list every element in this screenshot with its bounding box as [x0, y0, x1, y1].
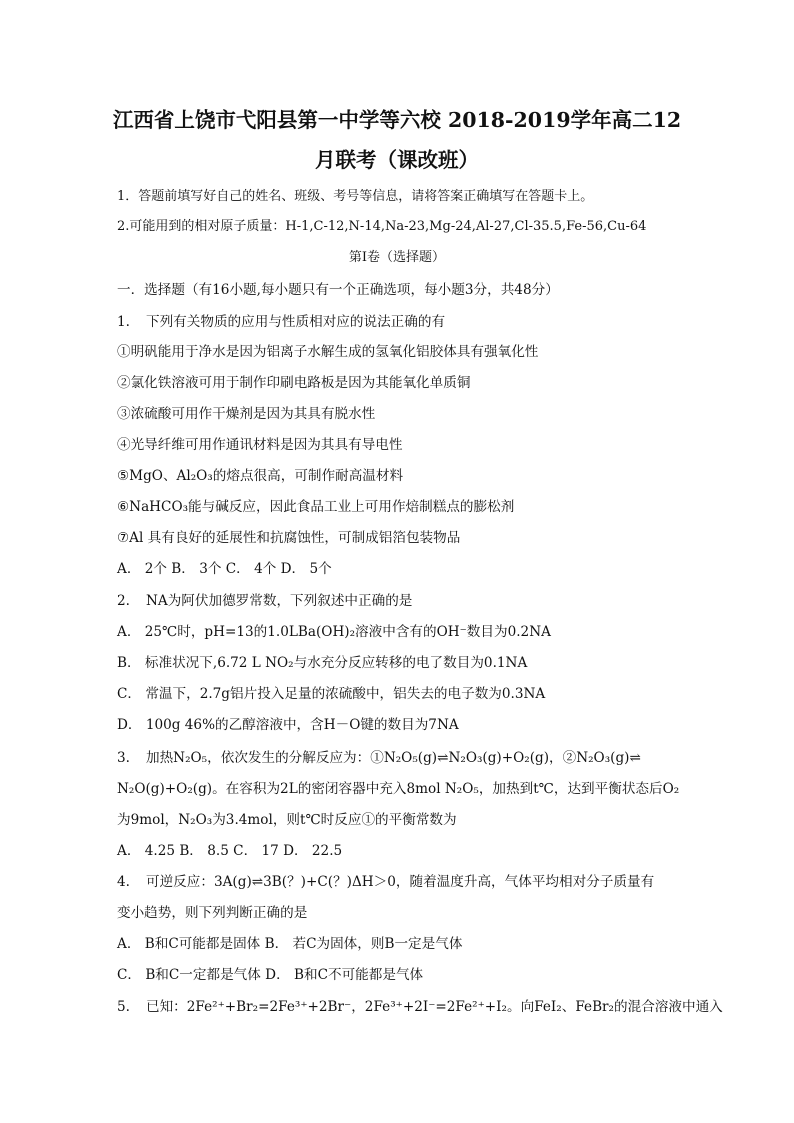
part-heading: 一．选择题（有16小题,每小题只有一个正确选项，每小题3分，共48分） [117, 282, 559, 298]
question-2-option-c: C． 常温下，2.7g铝片投入足量的浓硫酸中，铝失去的电子数为0.3NA [117, 686, 546, 702]
question-4-option-cd: C． B和C一定都是气体 D． B和C不可能都是气体 [117, 967, 424, 983]
question-1-item: ⑥NaHCO₃能与碱反应，因此食品工业上可用作焙制糕点的膨松剂 [117, 499, 515, 515]
note-2: 2.可能用到的相对原子质量：H-1,C-12,N-14,Na-23,Mg-24,Al-27,Cl-35.5,Fe-56,Cu-64 [117, 219, 647, 234]
question-1-item: ⑤MgO、Al₂O₃的熔点很高，可制作耐高温材料 [117, 468, 404, 484]
question-5-stem: 5. 已知：2Fe²⁺+Br₂=2Fe³⁺+2Br⁻，2Fe³⁺+2I⁻=2Fe²⁺+I₂。向FeI₂、FeBr₂的混合溶液中通入 [117, 999, 723, 1015]
question-1-item: ②氯化铁溶液可用于制作印刷电路板是因为其能氧化单质铜 [117, 375, 471, 391]
question-3-options: A． 4.25 B． 8.5 C． 17 D． 22.5 [117, 843, 343, 859]
question-2-option-a: A． 25℃时，pH=13的1.0LBa(OH)₂溶液中含有的OH⁻数目为0.2NA [117, 624, 551, 640]
question-number: 5. [117, 999, 130, 1015]
question-number: 2. [117, 593, 130, 609]
question-number: 3. [117, 750, 130, 766]
question-2-stem: 2. NA为阿伏加德罗常数，下列叙述中正确的是 [117, 593, 413, 609]
question-1-item: ⑦Al 具有良好的延展性和抗腐蚀性，可制成铝箔包装物品 [117, 530, 461, 546]
question-2-option-d: D． 100g 46%的乙醇溶液中，含H－O键的数目为7NA [117, 717, 459, 733]
question-1-item: ①明矾能用于净水是因为铝离子水解生成的氢氧化铝胶体具有强氧化性 [117, 344, 539, 360]
question-3-text: N₂O(g)+O₂(g)。在容积为2L的密闭容器中充入8mol N₂O₅，加热到t℃，达到平衡状态后O₂ [117, 781, 680, 797]
question-number: 1. [117, 314, 130, 330]
question-3-text: 为9mol，N₂O₃为3.4mol，则t℃时反应①的平衡常数为 [117, 812, 457, 828]
question-1-stem: 1. 下列有关物质的应用与性质相对应的说法正确的有 [117, 314, 446, 330]
section-title: 第I卷（选择题） [348, 250, 446, 265]
question-1-options: A． 2个 B． 3个 C． 4个 D． 5个 [117, 561, 332, 577]
question-number: 4. [117, 874, 130, 890]
question-1-item: ④光导纤维可用作通讯材料是因为其具有导电性 [117, 437, 403, 453]
question-2-option-b: B． 标准状况下,6.72 L NO₂与水充分反应转移的电了数目为0.1NA [117, 655, 528, 671]
question-4-text: 变小趋势，则下列判断正确的是 [117, 905, 308, 921]
question-4-stem: 4. 可逆反应：3A(g)⇌3B(？)+C(？)ΔH＞0，随着温度升高，气体平均相对分子质量有 [117, 874, 655, 890]
page-title-line-2: 月联考（课改班） [315, 148, 479, 172]
question-4-option-ab: A． B和C可能都是固体 B． 若C为固体，则B一定是气体 [117, 936, 463, 952]
page-title-line-1: 江西省上饶市弋阳县第一中学等六校 2018-2019学年高二12 [112, 108, 682, 132]
question-1-item: ③浓硫酸可用作干燥剂是因为其具有脱水性 [117, 406, 376, 422]
question-3-stem: 3. 加热N₂O₅，依次发生的分解反应为：①N₂O₅(g)⇌N₂O₃(g)+O₂(g)，②N₂O₃(g)⇌ [117, 750, 641, 766]
note-1: 1．答题前填写好自己的姓名、班级、考号等信息，请将答案正确填写在答题卡上。 [117, 189, 594, 204]
